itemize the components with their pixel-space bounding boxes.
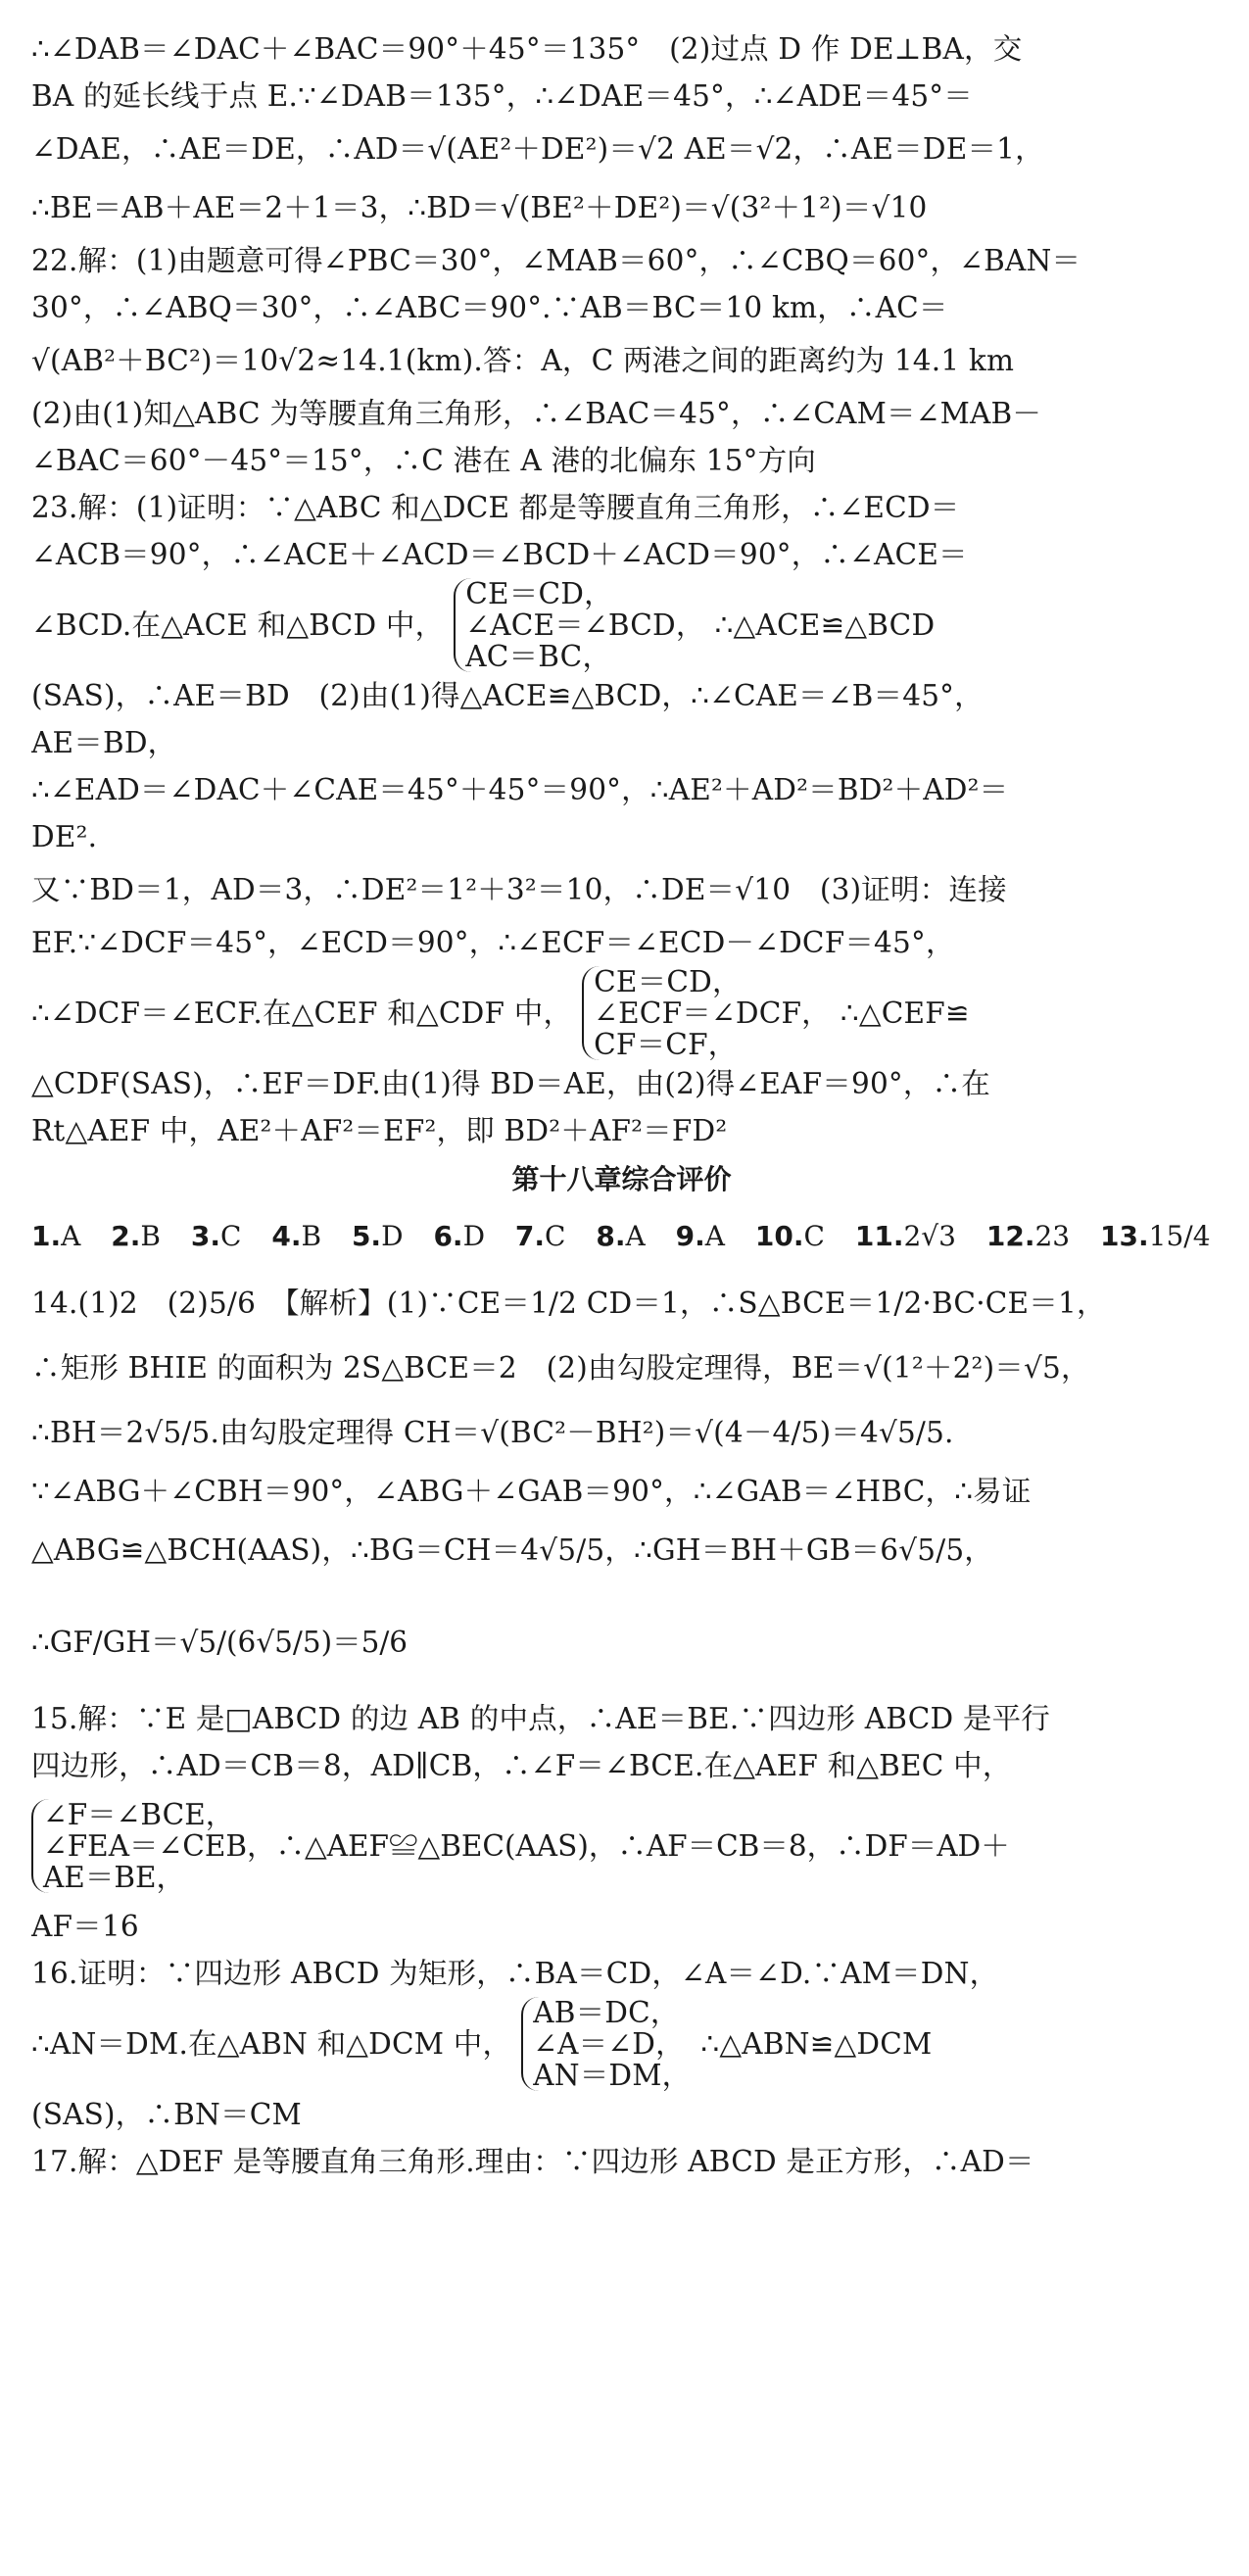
text-line: ∠DAE，∴AE＝DE，∴AD＝√(AE²＋DE²)＝√2 AE＝√2，∴AE＝DE＝1， [31, 132, 1044, 166]
answer-value: A [704, 1220, 726, 1252]
text-line: △ABG≌△BCH(AAS)，∴BG＝CH＝4√5/5，∴GH＝BH＋GB＝6√5/5， [31, 1533, 993, 1567]
text-block-q16 [31, 1950, 1212, 2138]
text-line: 又∵BD＝1，AD＝3，∴DE²＝1²＋3²＝10，∴DE＝√10 (3)证明：连接 [31, 873, 1007, 906]
text-block-q17 [31, 2138, 1212, 2185]
answer-item [855, 1220, 956, 1252]
answer-number: 10. [754, 1220, 804, 1252]
answer-number: 2. [111, 1220, 141, 1252]
text-line: ∴BE＝AB＋AE＝2＋1＝3，∴BD＝√(BE²＋DE²)＝√(3²＋1²)＝√10 [31, 191, 928, 224]
answer-item [271, 1220, 321, 1252]
system-row: ∠ECF＝∠DCF， [594, 996, 831, 1030]
text-line: 14.(1)2 (2)5/6 【解析】(1)∵CE＝1/2 CD＝1，∴S△BCE＝1/2·BC·CE＝1， [31, 1287, 1106, 1320]
text-line: ∴∠EAD＝∠DAC＋∠CAE＝45°＋45°＝90°，∴AE²＋AD²＝BD²＋AD²＝ [31, 773, 1009, 806]
text-line: BA 的延长线于点 E.∵∠DAB＝135°，∴∠DAE＝45°，∴∠ADE＝45°＝ [31, 79, 973, 113]
equation-system [31, 1789, 1212, 1903]
text-block-q23 [31, 484, 1212, 1154]
answer-number: 9. [675, 1220, 705, 1252]
system-row: AC＝BC， [465, 640, 612, 672]
system-row: ∠F＝∠BCE， [43, 1798, 235, 1831]
answer-item [31, 1220, 80, 1252]
answer-item [111, 1220, 161, 1252]
text-line: 17.解：△DEF 是等腰直角三角形.理由：∵四边形 ABCD 是正方形，∴AD＝ [31, 2145, 1034, 2178]
text-line: Rt△AEF 中，AE²＋AF²＝EF²，即 BD²＋AF²＝FD² [31, 1114, 728, 1147]
text-line: 30°，∴∠ABQ＝30°，∴∠ABC＝90°.∵AB＝BC＝10 km，∴AC＝ [31, 291, 948, 324]
system-brace [582, 966, 831, 1060]
answer-item [596, 1220, 645, 1252]
text-line: ∴矩形 BHIE 的面积为 2S△BCE＝2 (2)由勾股定理得，BE＝√(1²＋2²)＝√5， [31, 1351, 1090, 1385]
answer-number: 5. [351, 1220, 382, 1252]
system-tail: ∴△ABN≌△DCM [700, 2027, 933, 2061]
system-row: ∠A＝∠D， [533, 2027, 685, 2061]
text-line: 四边形，∴AD＝CB＝8，AD∥CB，∴∠F＝∠BCE.在△AEF 和△BEC 中， [31, 1749, 1012, 1782]
text-line: 16.证明：∵四边形 ABCD 为矩形，∴BA＝CD，∠A＝∠D.∵AM＝DN， [31, 1957, 999, 1990]
answer-value: C [803, 1220, 825, 1252]
text-line: ∵∠ABG＋∠CBH＝90°，∠ABG＋∠GAB＝90°，∴∠GAB＝∠HBC，∴易证 [31, 1475, 1032, 1508]
equation-system [31, 578, 1212, 672]
text-block-q14 [31, 1268, 1212, 1695]
fraction-line: ∴GF/GH＝√5/(6√5/5)＝5/6 [31, 1626, 408, 1659]
system-lead: ∴AN＝DM.在△ABN 和△DCM 中， [31, 2027, 512, 2061]
text-line: ∴∠DAB＝∠DAC＋∠BAC＝90°＋45°＝135° (2)过点 D 作 DE⊥BA，交 [31, 32, 1023, 66]
answer-key-row [31, 1205, 1212, 1268]
text-block-q15 [31, 1695, 1212, 1950]
system-tail: ∴△CEF≌ [840, 996, 970, 1030]
answer-number: 11. [854, 1220, 904, 1252]
equation-system [31, 966, 1212, 1060]
answer-number: 13. [1100, 1220, 1149, 1252]
text-line: (SAS)，∴AE＝BD (2)由(1)得△ACE≌△BCD，∴∠CAE＝∠B＝45°， [31, 679, 984, 712]
text-line: DE². [31, 820, 98, 853]
answer-value: 23 [1034, 1220, 1071, 1252]
text-line: √(AB²＋BC²)＝10√2≈14.1(km).答：A，C 两港之间的距离约为 14.1 km [31, 344, 1015, 377]
system-tail: ∴△ACE≌△BCD [714, 608, 936, 642]
system-row: CF＝CF， [594, 1028, 738, 1060]
answer-item [433, 1220, 485, 1252]
answer-item [191, 1220, 242, 1252]
system-row: AE＝BE， [43, 1861, 186, 1894]
text-line: AE＝BD， [31, 726, 177, 759]
answer-item [352, 1220, 404, 1252]
answer-number: 4. [271, 1220, 302, 1252]
answer-item [515, 1220, 566, 1252]
system-lead: ∴∠DCF＝∠ECF.在△CEF 和△CDF 中， [31, 996, 573, 1030]
equation-system [31, 1997, 1212, 2091]
text-block-q21 [31, 25, 1212, 237]
text-line: EF.∵∠DCF＝45°，∠ECD＝90°，∴∠ECF＝∠ECD－∠DCF＝45°， [31, 926, 955, 959]
system-row: CE＝CD， [594, 966, 742, 998]
answer-value: A [61, 1220, 81, 1252]
text-block-q22 [31, 237, 1212, 484]
system-brace [31, 1799, 1010, 1893]
answer-value: D [462, 1220, 486, 1252]
text-line: (SAS)，∴BN＝CM [31, 2098, 302, 2131]
system-row: CE＝CD， [465, 578, 613, 610]
text-line: AF＝16 [31, 1910, 139, 1943]
text-line: ∠ACB＝90°，∴∠ACE＋∠ACD＝∠BCD＋∠ACD＝90°，∴∠ACE＝ [31, 538, 968, 571]
answer-page [31, 25, 1212, 2185]
answer-item [676, 1220, 725, 1252]
system-brace [454, 578, 704, 672]
chapter-heading: 第十八章综合评价 [511, 1163, 732, 1195]
answer-item [986, 1220, 1070, 1252]
system-row: ∠ACE＝∠BCD， [465, 608, 705, 642]
system-lead: ∠BCD.在△ACE 和△BCD 中， [31, 608, 445, 642]
system-row: ∠FEA＝∠CEB，∴△AEF≌△BEC(AAS)，∴AF＝CB＝8，∴DF＝AD＋ [43, 1829, 1010, 1863]
answer-number: 7. [514, 1220, 546, 1252]
text-line: ∴BH＝2√5/5.由勾股定理得 CH＝√(BC²－BH²)＝√(4－4/5)＝4√5/5. [31, 1416, 954, 1449]
text-line: ∠BAC＝60°－45°＝15°，∴C 港在 A 港的北偏东 15°方向 [31, 444, 817, 477]
answer-value: D [381, 1220, 404, 1252]
system-brace [521, 1997, 691, 2091]
answer-value: C [220, 1220, 242, 1252]
answer-number: 12. [985, 1220, 1035, 1252]
text-line: 23.解：(1)证明：∵△ABC 和△DCE 都是等腰直角三角形，∴∠ECD＝ [31, 491, 960, 524]
answer-value: 15/4 [1148, 1220, 1211, 1252]
answer-value: 2√3 [903, 1220, 956, 1252]
text-line: (2)由(1)知△ABC 为等腰直角三角形，∴∠BAC＝45°，∴∠CAM＝∠MAB－ [31, 397, 1042, 430]
text-line: 15.解：∵E 是□ABCD 的边 AB 的中点，∴AE＝BE.∵四边形 ABCD 是平行 [31, 1702, 1051, 1735]
answer-value: B [140, 1220, 161, 1252]
answer-item [755, 1220, 825, 1252]
answer-value: B [301, 1220, 322, 1252]
answer-number: 6. [433, 1220, 463, 1252]
answer-number: 3. [190, 1220, 220, 1252]
answer-number: 8. [596, 1220, 626, 1252]
answer-item [1100, 1220, 1211, 1252]
system-row: AB＝DC， [533, 1997, 680, 2029]
answer-value: C [545, 1220, 566, 1252]
system-row: AN＝DM， [533, 2059, 692, 2091]
answer-value: A [625, 1220, 646, 1252]
text-line: △CDF(SAS)，∴EF＝DF.由(1)得 BD＝AE，由(2)得∠EAF＝90°，∴在 [31, 1067, 990, 1100]
text-line: 22.解：(1)由题意可得∠PBC＝30°，∠MAB＝60°，∴∠CBQ＝60°，∠BAN＝ [31, 244, 1081, 277]
answer-number: 1. [31, 1220, 62, 1252]
